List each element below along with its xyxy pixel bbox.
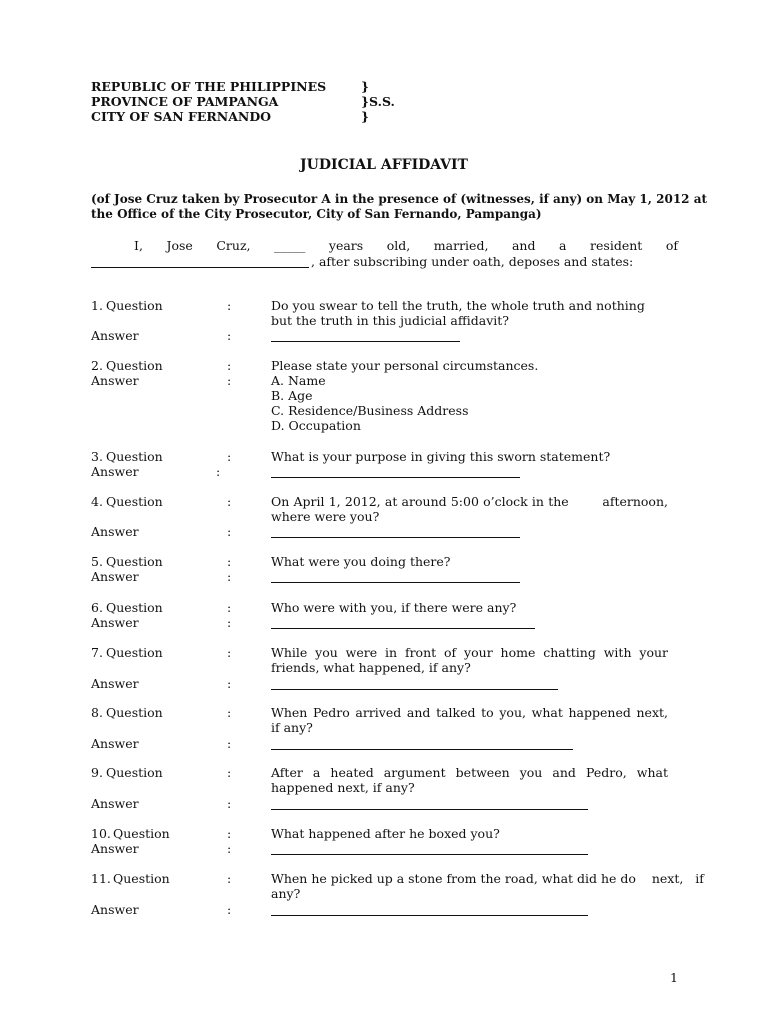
answer-label: Answer	[91, 524, 139, 539]
question-label: Question	[106, 358, 163, 373]
question-number: 2.	[91, 358, 103, 373]
question-number: 10.	[91, 826, 111, 841]
intro-line-1: I, Jose Cruz, _____ years old, married, and a resident of	[134, 238, 678, 253]
question-colon: :	[227, 645, 232, 660]
question-text-continued: but the truth in this judicial affidavit?	[271, 313, 509, 328]
answer-label: Answer	[91, 796, 139, 811]
answer-blank	[271, 854, 588, 855]
question-text-continued: any?	[271, 886, 301, 901]
question-text: What happened after he boxed you?	[271, 826, 500, 841]
question-text: What were you doing there?	[271, 554, 451, 569]
question-colon: :	[227, 554, 232, 569]
answer-colon: :	[216, 464, 221, 479]
question-label: Question	[106, 449, 163, 464]
answer-blank	[271, 537, 520, 538]
answer-colon: :	[227, 676, 232, 691]
answer-blank	[271, 809, 588, 810]
answer-colon: :	[227, 328, 232, 343]
answer-blank	[271, 628, 535, 629]
caption-province: PROVINCE OF PAMPANGA	[91, 94, 279, 109]
residence-blank	[91, 267, 309, 268]
question-label: Question	[106, 765, 163, 780]
caption-brace-1: }	[361, 79, 370, 94]
question-colon: :	[227, 298, 232, 313]
question-text: On April 1, 2012, at around 5:00 o’clock in the afternoon,	[271, 494, 668, 509]
answer-label: Answer	[91, 328, 139, 343]
question-label: Question	[106, 645, 163, 660]
answer-colon: :	[227, 841, 232, 856]
question-colon: :	[227, 600, 232, 615]
question-text: When he picked up a stone from the road, what did he do next, if	[271, 871, 704, 886]
question-label: Question	[106, 705, 163, 720]
question-number: 3.	[91, 449, 103, 464]
question-label: Question	[106, 494, 163, 509]
question-label: Question	[106, 298, 163, 313]
question-text: What is your purpose in giving this sworn statement?	[271, 449, 611, 464]
question-colon: :	[227, 826, 232, 841]
question-colon: :	[227, 871, 232, 886]
subtitle-line-2: the Office of the City Prosecutor, City of San Fernando, Pampanga)	[91, 207, 542, 221]
answer-choice: A. Name	[271, 373, 326, 388]
question-text-continued: friends, what happened, if any?	[271, 660, 471, 675]
question-text: After a heated argument between you and Pedro, what	[271, 765, 668, 780]
answer-blank	[271, 582, 520, 583]
answer-colon: :	[227, 796, 232, 811]
question-text-continued: happened next, if any?	[271, 780, 415, 795]
answer-colon: :	[227, 373, 232, 388]
caption-city: CITY OF SAN FERNANDO	[91, 109, 272, 124]
answer-choice: C. Residence/Business Address	[271, 403, 469, 418]
question-label: Question	[113, 871, 170, 886]
question-colon: :	[227, 358, 232, 373]
caption-brace-3: }	[361, 109, 370, 124]
question-colon: :	[227, 765, 232, 780]
question-label: Question	[113, 826, 170, 841]
answer-label: Answer	[91, 676, 139, 691]
subtitle-line-1: (of Jose Cruz taken by Prosecutor A in the presence of (witnesses, if any) on May 1, 2012 at	[91, 192, 708, 206]
question-number: 5.	[91, 554, 103, 569]
answer-colon: :	[227, 736, 232, 751]
answer-label: Answer	[91, 615, 139, 630]
page-number: 1	[670, 970, 678, 985]
answer-colon: :	[227, 902, 232, 917]
answer-label: Answer	[91, 569, 139, 584]
question-number: 11.	[91, 871, 111, 886]
question-text: When Pedro arrived and talked to you, what happened next,	[271, 705, 668, 720]
question-text: Please state your personal circumstances.	[271, 358, 539, 373]
caption-ss: }S.S.	[361, 94, 395, 109]
answer-choice: B. Age	[271, 388, 313, 403]
question-text-continued: where were you?	[271, 509, 380, 524]
answer-colon: :	[227, 615, 232, 630]
question-number: 6.	[91, 600, 103, 615]
answer-blank	[271, 915, 588, 916]
question-number: 4.	[91, 494, 103, 509]
intro-line-2: , after subscribing under oath, deposes and states:	[311, 254, 634, 269]
answer-choice: D. Occupation	[271, 418, 361, 433]
question-number: 9.	[91, 765, 103, 780]
answer-blank	[271, 341, 460, 342]
answer-colon: :	[227, 524, 232, 539]
question-text: Who were with you, if there were any?	[271, 600, 517, 615]
question-label: Question	[106, 554, 163, 569]
answer-colon: :	[227, 569, 232, 584]
question-colon: :	[227, 705, 232, 720]
document-title: JUDICIAL AFFIDAVIT	[300, 157, 468, 173]
answer-blank	[271, 477, 520, 478]
question-text: Do you swear to tell the truth, the whole truth and nothing	[271, 298, 645, 313]
answer-label: Answer	[91, 464, 139, 479]
answer-label: Answer	[91, 841, 139, 856]
question-colon: :	[227, 494, 232, 509]
question-number: 8.	[91, 705, 103, 720]
question-text: While you were in front of your home chatting with your	[271, 645, 668, 660]
answer-label: Answer	[91, 902, 139, 917]
answer-blank	[271, 749, 573, 750]
caption-republic: REPUBLIC OF THE PHILIPPINES	[91, 79, 327, 94]
question-number: 1.	[91, 298, 103, 313]
question-number: 7.	[91, 645, 103, 660]
question-label: Question	[106, 600, 163, 615]
answer-label: Answer	[91, 373, 139, 388]
answer-blank	[271, 689, 558, 690]
answer-label: Answer	[91, 736, 139, 751]
question-text-continued: if any?	[271, 720, 313, 735]
question-colon: :	[227, 449, 232, 464]
